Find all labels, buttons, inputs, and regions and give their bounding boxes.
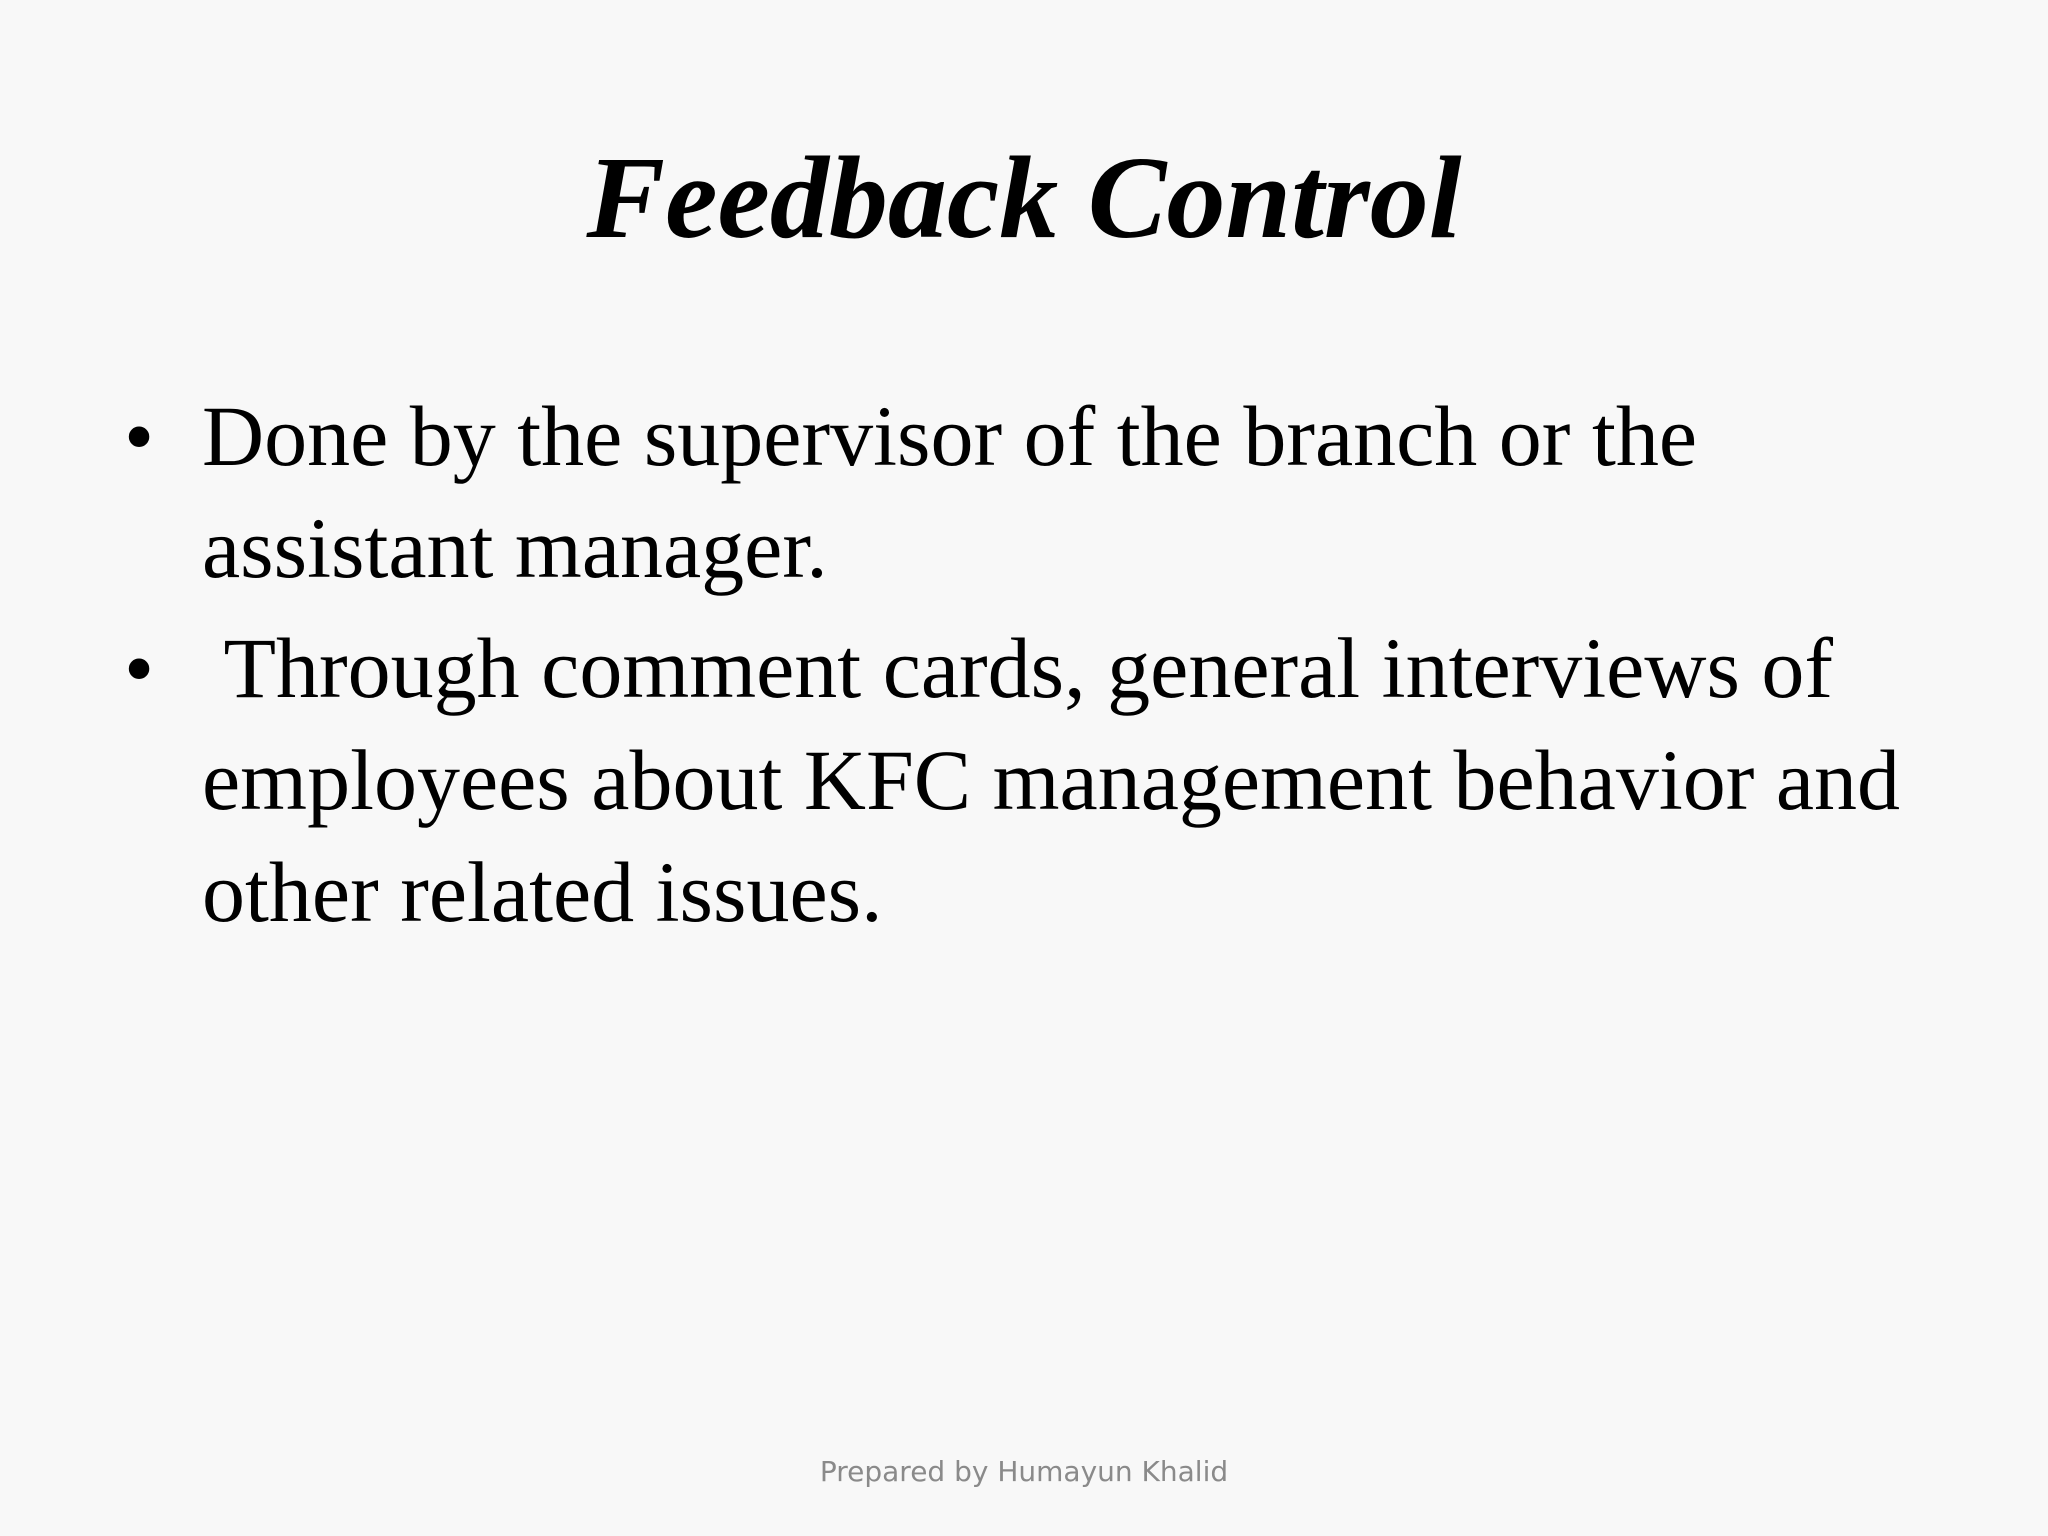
footer-credit: Prepared by Humayun Khalid [819,1455,1229,1488]
bullet-item [120,612,1920,948]
bullet-list [120,380,1920,956]
bullet-icon: • [124,388,155,484]
slide-title: Feedback Control [586,132,1462,263]
bullet-item [120,380,1920,604]
bullet-text: Through comment cards, general interviews of employees about KFC management behavior and other related issues. [202,620,1922,940]
bullet-icon: • [124,620,155,716]
bullet-text: Done by the supervisor of the branch or the assistant manager. [202,388,1698,596]
